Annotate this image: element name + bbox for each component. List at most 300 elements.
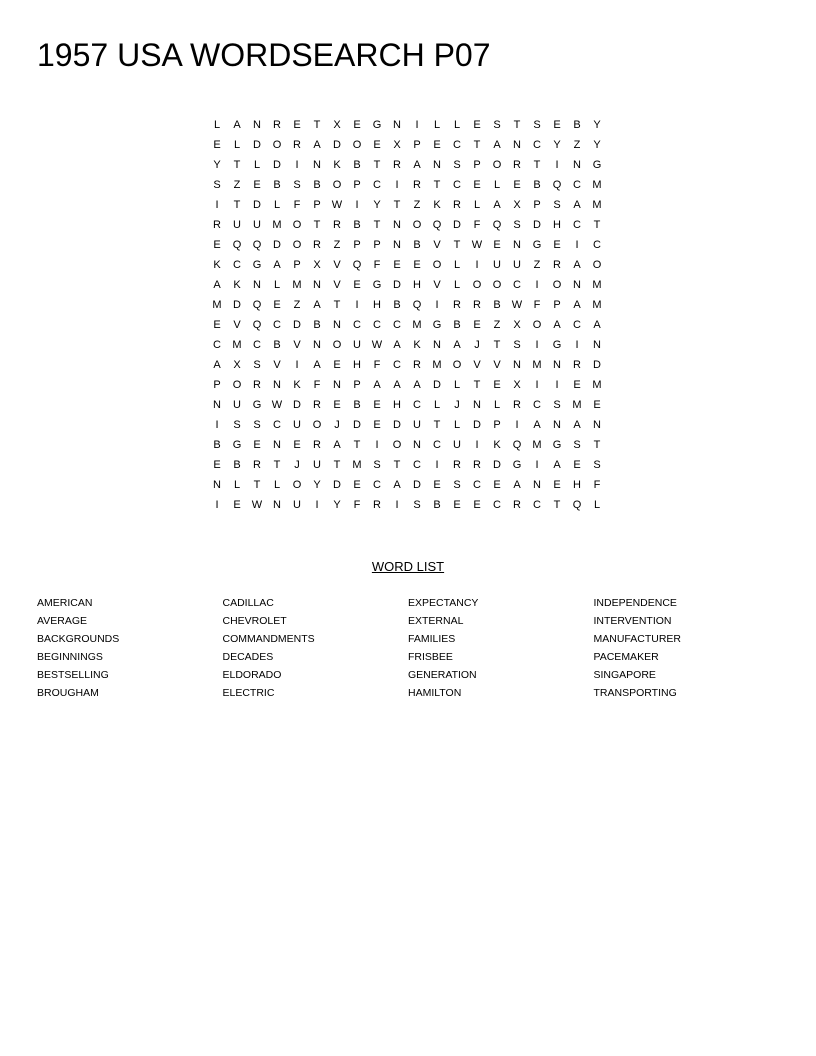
grid-letter: E (553, 239, 561, 251)
grid-letter: Q (552, 179, 562, 191)
grid-letter: B (353, 219, 361, 231)
grid-letter: O (552, 279, 562, 291)
grid-letter: P (313, 199, 321, 211)
grid-letter: Z (573, 139, 581, 151)
grid-letter: S (553, 399, 561, 411)
grid-letter: V (293, 339, 301, 351)
grid-letter: D (493, 459, 501, 471)
grid-letter: T (553, 499, 561, 511)
grid-letter: D (293, 319, 301, 331)
grid-letter: U (253, 219, 261, 231)
grid-letter: N (393, 119, 401, 131)
grid-letter: A (573, 259, 581, 271)
grid-letter: T (373, 219, 381, 231)
grid-letter: R (413, 179, 421, 191)
grid-letter: I (395, 179, 399, 191)
grid-letter: H (353, 359, 361, 371)
grid-letter: I (515, 419, 519, 431)
grid-letter: D (233, 299, 241, 311)
grid-letter: M (212, 299, 222, 311)
grid-letter: E (353, 479, 361, 491)
grid-letter: T (333, 459, 341, 471)
grid-letter: C (453, 139, 461, 151)
grid-letter: O (272, 139, 282, 151)
word-list-item: SINGAPORE (593, 669, 656, 681)
grid-letter: M (272, 219, 282, 231)
grid-letter: M (532, 439, 542, 451)
grid-letter: Q (252, 319, 262, 331)
grid-letter: B (213, 439, 221, 451)
grid-letter: T (493, 339, 501, 351)
grid-letter: I (375, 439, 379, 451)
grid-letter: L (453, 279, 461, 291)
grid-letter: E (213, 239, 221, 251)
grid-letter: L (273, 279, 281, 291)
grid-letter: C (573, 319, 581, 331)
grid-letter: I (295, 359, 299, 371)
grid-letter: B (433, 499, 441, 511)
grid-letter: C (273, 419, 281, 431)
grid-letter: C (273, 319, 281, 331)
grid-letter: M (532, 359, 542, 371)
grid-letter: C (373, 179, 381, 191)
grid-letter: S (253, 419, 261, 431)
grid-letter: A (313, 299, 321, 311)
grid-letter: E (373, 139, 381, 151)
grid-letter: I (415, 119, 419, 131)
grid-letter: D (413, 479, 421, 491)
grid-letter: I (575, 239, 579, 251)
grid-letter: N (273, 439, 281, 451)
grid-letter: A (593, 319, 601, 331)
grid-letter: B (493, 299, 501, 311)
grid-letter: U (293, 419, 301, 431)
grid-letter: E (553, 479, 561, 491)
grid-letter: N (413, 439, 421, 451)
grid-letter: L (453, 119, 461, 131)
grid-letter: E (353, 119, 361, 131)
grid-letter: P (353, 179, 361, 191)
grid-letter: G (512, 459, 522, 471)
grid-letter: E (373, 399, 381, 411)
grid-letter: B (453, 319, 461, 331)
grid-letter: A (233, 119, 241, 131)
grid-letter: E (553, 119, 561, 131)
grid-letter: O (432, 259, 442, 271)
grid-letter: E (593, 399, 601, 411)
grid-letter: O (492, 279, 502, 291)
grid-letter: L (433, 399, 441, 411)
grid-letter: Q (572, 499, 582, 511)
grid-letter: R (313, 439, 321, 451)
word-list-item: CHEVROLET (222, 615, 287, 627)
grid-letter: N (533, 479, 541, 491)
grid-letter: I (475, 439, 479, 451)
grid-letter: Q (252, 239, 262, 251)
grid-letter: S (533, 119, 541, 131)
grid-letter: L (493, 399, 501, 411)
grid-letter: E (573, 459, 581, 471)
grid-letter: V (433, 279, 441, 291)
grid-letter: T (433, 179, 441, 191)
grid-letter: L (453, 419, 461, 431)
grid-letter: C (513, 279, 521, 291)
grid-letter: B (393, 299, 401, 311)
grid-letter: D (453, 219, 461, 231)
grid-letter: E (573, 379, 581, 391)
word-list-item: BESTSELLING (37, 669, 109, 681)
grid-letter: R (313, 399, 321, 411)
grid-letter: K (333, 159, 341, 171)
grid-letter: L (453, 379, 461, 391)
word-list-item: INDEPENDENCE (593, 597, 677, 609)
word-list-item: ELDORADO (222, 669, 282, 681)
grid-letter: L (593, 499, 601, 511)
grid-letter: E (473, 119, 481, 131)
grid-letter: B (273, 179, 281, 191)
grid-letter: N (433, 159, 441, 171)
grid-letter: L (233, 479, 241, 491)
word-list-item: COMMANDMENTS (222, 633, 315, 645)
grid-letter: A (453, 339, 461, 351)
grid-letter: J (294, 459, 300, 471)
grid-letter: R (413, 359, 421, 371)
grid-letter: G (252, 259, 262, 271)
grid-letter: A (213, 359, 221, 371)
word-list-heading: WORD LIST (371, 559, 445, 574)
grid-letter: F (473, 219, 481, 231)
grid-letter: U (453, 439, 461, 451)
grid-letter: G (592, 159, 602, 171)
grid-letter: N (393, 219, 401, 231)
grid-letter: M (572, 399, 582, 411)
grid-letter: N (213, 479, 221, 491)
grid-letter: N (433, 339, 441, 351)
grid-letter: C (533, 139, 541, 151)
grid-letter: S (513, 339, 521, 351)
grid-letter: C (533, 499, 541, 511)
grid-letter: A (413, 379, 421, 391)
grid-letter: F (373, 259, 381, 271)
grid-letter: R (553, 259, 561, 271)
grid-letter: J (454, 399, 460, 411)
grid-letter: V (333, 259, 341, 271)
grid-letter: I (555, 159, 559, 171)
grid-letter: L (273, 479, 281, 491)
grid-letter: O (392, 439, 402, 451)
grid-letter: M (352, 459, 362, 471)
grid-letter: E (353, 279, 361, 291)
grid-letter: Z (493, 319, 501, 331)
grid-letter: V (233, 319, 241, 331)
grid-letter: O (452, 359, 462, 371)
grid-letter: I (535, 459, 539, 471)
grid-letter: T (473, 379, 481, 391)
grid-letter: M (592, 279, 602, 291)
grid-letter: T (313, 219, 321, 231)
grid-letter: A (513, 479, 521, 491)
grid-letter: K (233, 279, 241, 291)
grid-letter: N (573, 279, 581, 291)
grid-letter: S (413, 499, 421, 511)
grid-letter: P (553, 299, 561, 311)
grid-letter: E (413, 259, 421, 271)
grid-letter: O (292, 479, 302, 491)
grid-letter: S (493, 119, 501, 131)
grid-letter: R (333, 219, 341, 231)
grid-letter: O (312, 419, 322, 431)
grid-letter: N (473, 399, 481, 411)
grid-letter: B (353, 159, 361, 171)
grid-letter: T (453, 239, 461, 251)
grid-letter: N (313, 279, 321, 291)
grid-letter: V (273, 359, 281, 371)
grid-letter: I (435, 299, 439, 311)
grid-letter: P (353, 379, 361, 391)
grid-letter: E (473, 319, 481, 331)
grid-letter: N (573, 159, 581, 171)
grid-letter: O (532, 319, 542, 331)
grid-letter: V (333, 279, 341, 291)
grid-letter: J (474, 339, 480, 351)
word-list-item: FRISBEE (408, 651, 453, 663)
grid-letter: M (592, 179, 602, 191)
grid-letter: D (393, 419, 401, 431)
grid-letter: C (233, 259, 241, 271)
grid-letter: E (333, 399, 341, 411)
grid-letter: D (593, 359, 601, 371)
grid-letter: T (273, 459, 281, 471)
grid-letter: A (413, 159, 421, 171)
grid-letter: S (233, 419, 241, 431)
grid-letter: B (233, 459, 241, 471)
grid-letter: N (393, 239, 401, 251)
grid-letter: E (213, 459, 221, 471)
grid-letter: G (372, 119, 382, 131)
grid-letter: I (575, 339, 579, 351)
grid-letter: F (593, 479, 601, 491)
grid-letter: A (393, 379, 401, 391)
grid-letter: M (592, 379, 602, 391)
grid-letter: Q (252, 299, 262, 311)
grid-letter: L (273, 199, 281, 211)
grid-letter: A (393, 479, 401, 491)
word-list-item: TRANSPORTING (593, 687, 677, 699)
letter-grid (207, 115, 607, 515)
grid-letter: Q (432, 219, 442, 231)
grid-letter: W (471, 239, 483, 251)
grid-letter: A (373, 379, 381, 391)
grid-letter: U (313, 459, 321, 471)
grid-letter: H (373, 299, 381, 311)
word-list-item: CADILLAC (222, 597, 274, 609)
grid-letter: C (433, 439, 441, 451)
grid-letter: M (412, 319, 422, 331)
grid-letter: M (592, 199, 602, 211)
grid-letter: N (513, 239, 521, 251)
grid-letter: E (293, 439, 301, 451)
grid-letter: F (353, 499, 361, 511)
grid-letter: T (253, 479, 261, 491)
grid-letter: I (395, 499, 399, 511)
grid-letter: A (313, 359, 321, 371)
grid-letter: N (213, 399, 221, 411)
word-list-item: PACEMAKER (593, 651, 659, 663)
grid-letter: H (393, 399, 401, 411)
grid-letter: N (273, 379, 281, 391)
grid-letter: E (273, 299, 281, 311)
grid-letter: O (332, 179, 342, 191)
grid-letter: R (293, 139, 301, 151)
grid-letter: E (253, 179, 261, 191)
grid-letter: Z (413, 199, 421, 211)
grid-letter: U (233, 399, 241, 411)
grid-letter: T (393, 199, 401, 211)
grid-letter: Y (593, 139, 601, 151)
word-list-item: INTERVENTION (593, 615, 672, 627)
grid-letter: R (253, 459, 261, 471)
grid-letter: P (493, 419, 501, 431)
grid-letter: R (513, 159, 521, 171)
grid-letter: E (373, 419, 381, 431)
grid-letter: R (453, 459, 461, 471)
grid-letter: W (271, 399, 283, 411)
grid-letter: S (213, 179, 221, 191)
grid-letter: N (513, 139, 521, 151)
grid-letter: T (513, 119, 521, 131)
grid-letter: T (313, 119, 321, 131)
grid-letter: L (473, 199, 481, 211)
grid-letter: R (313, 239, 321, 251)
grid-letter: K (413, 339, 421, 351)
grid-letter: I (535, 339, 539, 351)
grid-letter: T (533, 159, 541, 171)
grid-letter: O (332, 339, 342, 351)
grid-letter: D (353, 419, 361, 431)
grid-letter: C (413, 459, 421, 471)
grid-letter: H (573, 479, 581, 491)
grid-letter: D (293, 399, 301, 411)
word-list-item: MANUFACTURER (593, 633, 682, 645)
grid-letter: C (373, 479, 381, 491)
grid-letter: B (273, 339, 281, 351)
grid-letter: T (593, 219, 601, 231)
grid-letter: P (353, 239, 361, 251)
grid-letter: V (493, 359, 501, 371)
grid-letter: E (493, 239, 501, 251)
grid-letter: D (473, 419, 481, 431)
grid-letter: C (573, 219, 581, 231)
grid-letter: N (273, 499, 281, 511)
grid-letter: T (393, 459, 401, 471)
grid-letter: N (593, 419, 601, 431)
grid-letter: E (433, 139, 441, 151)
grid-letter: K (433, 199, 441, 211)
grid-letter: M (592, 299, 602, 311)
grid-letter: P (473, 159, 481, 171)
grid-letter: I (215, 419, 219, 431)
word-list-item: ELECTRIC (222, 687, 275, 699)
grid-letter: O (292, 219, 302, 231)
grid-letter: C (413, 399, 421, 411)
grid-letter: G (552, 339, 562, 351)
grid-letter: R (253, 379, 261, 391)
word-list-item: EXTERNAL (408, 615, 464, 627)
grid-letter: T (373, 159, 381, 171)
grid-letter: E (453, 499, 461, 511)
grid-letter: S (453, 479, 461, 491)
grid-letter: K (213, 259, 221, 271)
grid-letter: Y (313, 479, 321, 491)
grid-letter: M (232, 339, 242, 351)
grid-letter: U (353, 339, 361, 351)
grid-letter: T (333, 299, 341, 311)
grid-letter: C (253, 339, 261, 351)
grid-letter: F (313, 379, 321, 391)
grid-letter: U (293, 499, 301, 511)
grid-letter: V (473, 359, 481, 371)
grid-letter: E (473, 179, 481, 191)
grid-letter: K (493, 439, 501, 451)
grid-letter: J (334, 419, 340, 431)
grid-letter: U (513, 259, 521, 271)
grid-letter: N (593, 339, 601, 351)
grid-letter: Q (232, 239, 242, 251)
grid-letter: C (573, 179, 581, 191)
grid-letter: R (513, 499, 521, 511)
grid-letter: Y (333, 499, 341, 511)
grid-letter: X (313, 259, 321, 271)
grid-letter: U (413, 419, 421, 431)
grid-letter: E (513, 179, 521, 191)
grid-letter: S (553, 199, 561, 211)
grid-letter: A (213, 279, 221, 291)
grid-letter: Q (512, 439, 522, 451)
grid-letter: X (513, 319, 521, 331)
grid-letter: I (355, 299, 359, 311)
grid-letter: P (213, 379, 221, 391)
grid-letter: T (233, 199, 241, 211)
grid-letter: Z (293, 299, 301, 311)
grid-letter: M (432, 359, 442, 371)
grid-letter: Z (233, 179, 241, 191)
grid-letter: B (573, 119, 581, 131)
grid-letter: D (333, 479, 341, 491)
grid-letter: N (253, 279, 261, 291)
grid-letter: A (493, 199, 501, 211)
grid-letter: Y (593, 119, 601, 131)
grid-letter: C (493, 499, 501, 511)
grid-letter: P (373, 239, 381, 251)
grid-letter: E (333, 359, 341, 371)
word-list-heading-row (0, 559, 816, 575)
grid-letter: S (513, 219, 521, 231)
grid-letter: G (252, 399, 262, 411)
grid-letter: B (533, 179, 541, 191)
grid-letter: P (413, 139, 421, 151)
grid-letter: C (393, 319, 401, 331)
grid-letter: C (353, 319, 361, 331)
grid-letter: Y (553, 139, 561, 151)
grid-letter: A (553, 319, 561, 331)
grid-letter: L (213, 119, 221, 131)
grid-letter: X (513, 379, 521, 391)
grid-letter: E (493, 479, 501, 491)
grid-letter: A (553, 459, 561, 471)
grid-letter: I (535, 379, 539, 391)
grid-letter: I (475, 259, 479, 271)
grid-letter: N (333, 379, 341, 391)
